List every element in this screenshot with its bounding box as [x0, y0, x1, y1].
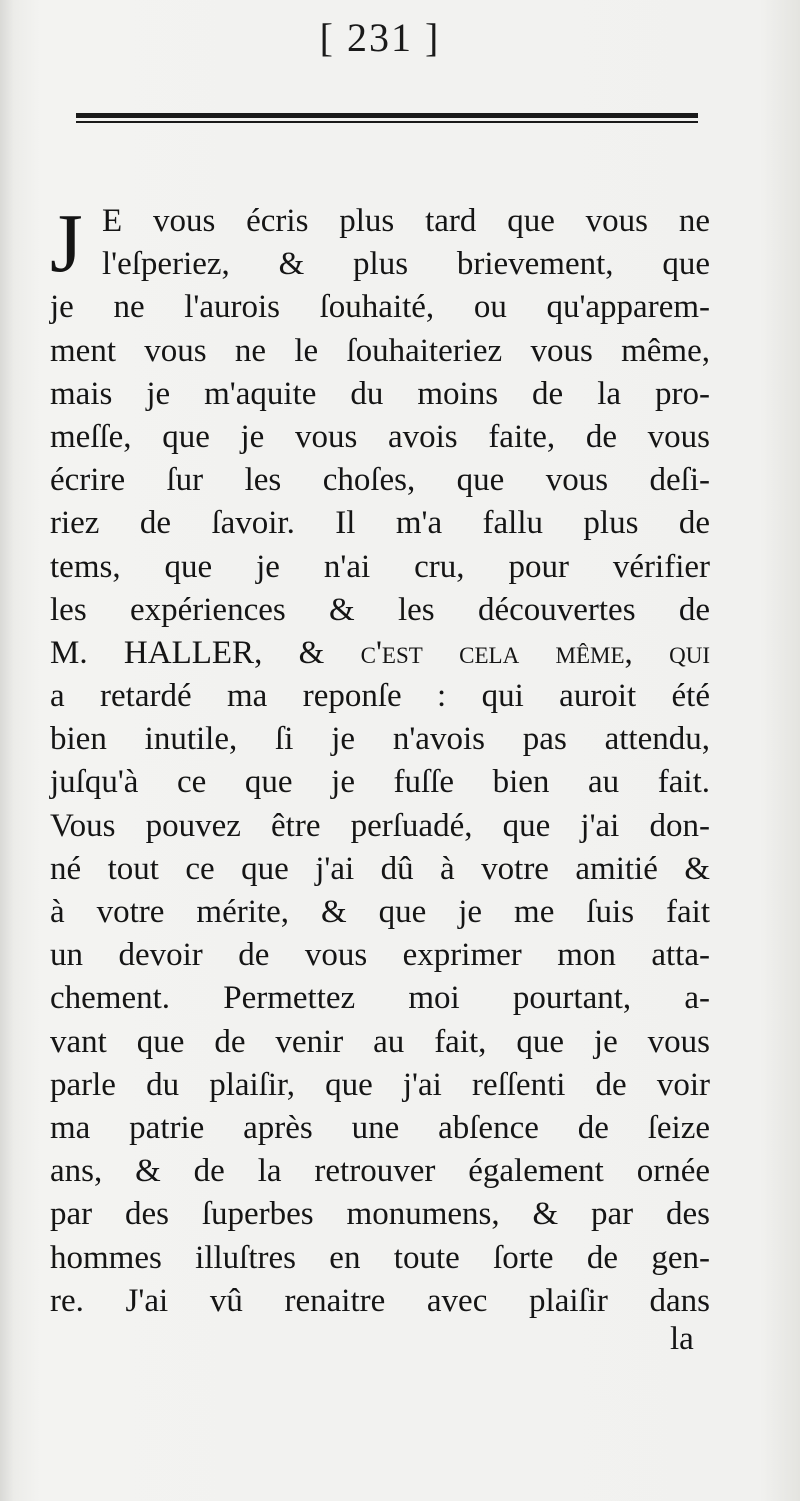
text-line: meſſe, que je vous avois faite, de vous — [50, 418, 710, 455]
drop-cap: J — [50, 197, 83, 290]
text-line: hommes illuſtres en toute ſorte de gen- — [50, 1239, 710, 1276]
catchword: la — [670, 1321, 694, 1357]
text-line: par des ſuperbes monumens, & par des — [50, 1196, 710, 1233]
text-line: ma patrie après une abſence de ſeize — [50, 1109, 710, 1146]
header-rule-thick — [76, 113, 698, 118]
text-line: M. HALLER, & c'eſt cela même, qui — [50, 634, 710, 671]
body-text — [50, 197, 710, 1323]
text-line: bien inutile, ſi je n'avois pas attendu, — [50, 721, 710, 758]
text-line: parle du plaiſir, que j'ai reſſenti de voir — [50, 1066, 710, 1103]
text-line: a retardé ma reponſe : qui auroit été — [50, 678, 710, 715]
text-line: à votre mérite, & que je me ſuis fait — [50, 894, 710, 930]
text-line: les expériences & les découvertes de — [50, 591, 710, 628]
text-line: né tout ce que j'ai dû à votre amitié & — [50, 850, 710, 887]
text-line: riez de ſavoir. Il m'a fallu plus de — [50, 505, 710, 542]
text-line: ans, & de la retrouver également ornée — [50, 1153, 710, 1190]
text-line: vant que de venir au fait, que je vous — [50, 1023, 710, 1060]
text-line: chement. Permettez moi pourtant, a- — [50, 980, 710, 1017]
page-number: [ 231 ] — [319, 15, 441, 60]
text-line: je ne l'aurois ſouhaité, ou qu'apparem- — [50, 289, 710, 326]
text-line: l'eſperiez, & plus brievement, que — [102, 246, 710, 283]
text-line: tems, que je n'ai cru, pour vérifier — [50, 548, 710, 585]
text-line: ment vous ne le ſouhaiteriez vous même, — [50, 332, 710, 369]
text-line: Vous pouvez être perſuadé, que j'ai don- — [50, 807, 710, 844]
text-line: écrire ſur les choſes, que vous deſi- — [50, 462, 710, 499]
text-line: juſqu'à ce que je fuſſe bien au fait. — [50, 764, 710, 801]
text-line: re. J'ai vû renaitre avec plaiſir dans — [50, 1282, 710, 1319]
text-line: un devoir de vous exprimer mon atta- — [50, 937, 710, 974]
header-rule-thin — [76, 121, 698, 123]
text-line: E vous écris plus tard que vous ne — [102, 203, 710, 239]
text-line: mais je m'aquite du moins de la pro- — [50, 375, 710, 412]
